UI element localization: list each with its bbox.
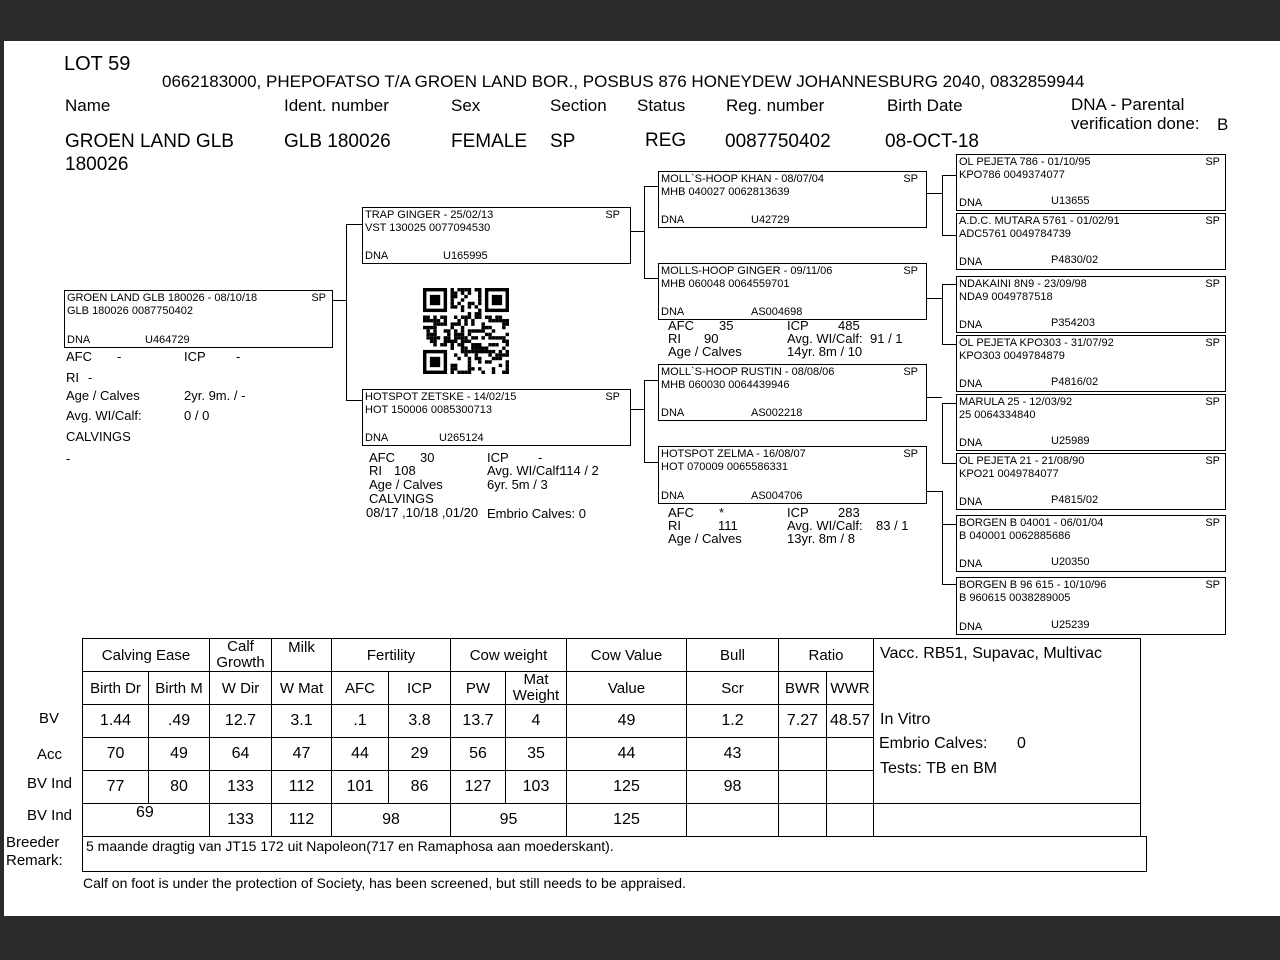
sire-section: SP bbox=[605, 209, 620, 221]
self-afc-value: - bbox=[117, 349, 122, 364]
self-calvings-value: - bbox=[66, 451, 71, 466]
ggp-name: BORGEN B 96 615 - 10/10/96 bbox=[959, 579, 1107, 591]
gp-dna-label: DNA bbox=[661, 490, 685, 502]
header-status: Status bbox=[637, 96, 686, 115]
gp-afc-label: AFC bbox=[668, 505, 694, 520]
table-cell: 86 bbox=[389, 771, 451, 804]
dam-ident: HOT 150006 0085300713 bbox=[365, 404, 493, 416]
gp-ri-label: RI bbox=[668, 518, 681, 533]
gp-age-value: 13yr. 8m / 8 bbox=[787, 531, 855, 546]
table-cell: 44 bbox=[332, 738, 389, 771]
sub-header: W Mat bbox=[272, 672, 332, 705]
ggp-name: OL PEJETA KPO303 - 31/07/92 bbox=[959, 337, 1114, 349]
header-name: Name bbox=[65, 96, 111, 115]
row-label-bv: BV bbox=[39, 710, 60, 727]
dam-calvings-label: CALVINGS bbox=[369, 491, 434, 506]
ggp-dna-label: DNA bbox=[959, 197, 983, 209]
table-cell: 80 bbox=[149, 771, 210, 804]
table-cell: 133 bbox=[210, 771, 272, 804]
gp-dna-label: DNA bbox=[661, 407, 685, 419]
sub-header: Birth Dr bbox=[83, 672, 149, 705]
sub-header: PW bbox=[451, 672, 506, 705]
ggp-dna-code: U25239 bbox=[1051, 619, 1090, 631]
table-cell bbox=[827, 738, 874, 771]
ggp-section: SP bbox=[1205, 156, 1220, 168]
table-cell: 13.7 bbox=[451, 705, 506, 738]
table-cell: 101 bbox=[332, 771, 389, 804]
self-ri-label: RI bbox=[66, 370, 79, 385]
gp-icp-value: 485 bbox=[838, 318, 860, 333]
table-cell: 47 bbox=[272, 738, 332, 771]
ggp-dna-code: P4815/02 bbox=[1051, 494, 1099, 506]
sub-header: ICP bbox=[389, 672, 451, 705]
ggp-dna-code: U13655 bbox=[1051, 195, 1090, 207]
ggp-dna-label: DNA bbox=[959, 256, 983, 268]
table-cell: 43 bbox=[687, 738, 779, 771]
dam-icp-label: ICP bbox=[487, 450, 509, 465]
table-cell bbox=[827, 804, 874, 837]
gp-section: SP bbox=[903, 366, 918, 378]
table-cell: 49 bbox=[567, 705, 687, 738]
breeder-remark-box bbox=[82, 836, 1147, 872]
breeding-values-table bbox=[82, 638, 1141, 837]
self-wi-label: Avg. WI/Calf: bbox=[66, 408, 142, 423]
pedigree-ggp-box bbox=[956, 577, 1226, 635]
group-header: Bull bbox=[687, 639, 779, 672]
gp-dna-label: DNA bbox=[661, 306, 685, 318]
pedigree-dam-box bbox=[362, 389, 631, 446]
animal-reg: 0087750402 bbox=[725, 131, 831, 152]
ggp-ident: KPO21 0049784077 bbox=[959, 468, 1059, 480]
table-cell: 29 bbox=[389, 738, 451, 771]
self-box-dna-label: DNA bbox=[67, 334, 91, 346]
gp-wi-value: 83 / 1 bbox=[876, 518, 909, 533]
sub-header: BWR bbox=[779, 672, 827, 705]
sub-header: Scr bbox=[687, 672, 779, 705]
embrio-calves-label: Embrio Calves: bbox=[879, 735, 988, 752]
table-cell: 1.2 bbox=[687, 705, 779, 738]
dam-wi-value: 114 / 2 bbox=[560, 463, 599, 478]
pedigree-grandparent-box bbox=[658, 263, 927, 320]
table-cell: 112 bbox=[272, 804, 332, 837]
breeder-remark-text: 5 maande dragtig van JT15 172 uit Napoleon(717 en Ramaphosa aan moederskant). bbox=[86, 838, 614, 854]
gp-dna-code: AS004706 bbox=[751, 490, 803, 502]
header-sex: Sex bbox=[451, 96, 481, 115]
ggp-section: SP bbox=[1205, 396, 1220, 408]
group-header: Calf Growth bbox=[210, 639, 272, 672]
gp-wi-label: Avg. WI/Calf: bbox=[787, 331, 863, 346]
dam-dna-code: U265124 bbox=[439, 432, 484, 444]
group-header-row bbox=[83, 639, 1141, 672]
gp-name: MOLL`S-HOOP RUSTIN - 08/08/06 bbox=[661, 366, 835, 378]
pedigree-self-box bbox=[64, 290, 333, 348]
self-box-section: SP bbox=[311, 292, 326, 304]
side-info-cell bbox=[874, 639, 1141, 804]
self-box-name: GROEN LAND GLB 180026 - 08/10/18 bbox=[67, 292, 258, 304]
ggp-section: SP bbox=[1205, 337, 1220, 349]
pedigree-ggp-box bbox=[956, 453, 1226, 510]
table-cell bbox=[827, 771, 874, 804]
table-cell: 133 bbox=[210, 804, 272, 837]
group-header: Calving Ease bbox=[83, 639, 210, 672]
self-age-value: 2yr. 9m. / - bbox=[184, 388, 246, 403]
gp-age-value: 14yr. 8m / 10 bbox=[787, 344, 863, 359]
gp-ident: HOT 070009 0065586331 bbox=[661, 461, 789, 473]
gp-dna-label: DNA bbox=[661, 214, 685, 226]
pedigree-grandparent-box bbox=[658, 364, 927, 421]
sire-name: TRAP GINGER - 25/02/13 bbox=[365, 209, 494, 221]
gp-ident: MHB 060030 0064439946 bbox=[661, 379, 790, 391]
sub-header: WWR bbox=[827, 672, 874, 705]
row-label-bv-ind: BV Ind bbox=[27, 775, 73, 792]
ggp-dna-label: DNA bbox=[959, 621, 983, 633]
self-ri-value: - bbox=[88, 370, 93, 385]
table-cell: 95 bbox=[451, 804, 567, 837]
self-age-label: Age / Calves bbox=[66, 388, 140, 403]
ggp-ident: 25 0064334840 bbox=[959, 409, 1036, 421]
sub-header: Mat Weight bbox=[506, 672, 567, 705]
dam-dna-label: DNA bbox=[365, 432, 389, 444]
self-icp-label: ICP bbox=[184, 349, 206, 364]
sire-ident: VST 130025 0077094530 bbox=[365, 222, 491, 234]
sub-header: Birth M bbox=[149, 672, 210, 705]
group-header: Ratio bbox=[779, 639, 874, 672]
gp-ident: MHB 040027 0062813639 bbox=[661, 186, 790, 198]
table-cell: 103 bbox=[506, 771, 567, 804]
dam-ri-value: 108 bbox=[394, 463, 416, 478]
ggp-dna-label: DNA bbox=[959, 437, 983, 449]
gp-dna-code: AS002218 bbox=[751, 407, 803, 419]
pedigree-grandparent-box bbox=[658, 446, 927, 504]
vaccination-text: Vacc. RB51, Supavac, Multivac bbox=[880, 645, 1103, 662]
header-dna-2: verification done: bbox=[1071, 114, 1200, 133]
remark-label-1: Breeder bbox=[6, 834, 60, 851]
dam-afc-label: AFC bbox=[369, 450, 395, 465]
ggp-ident: ADC5761 0049784739 bbox=[959, 228, 1071, 240]
ggp-name: OL PEJETA 786 - 01/10/95 bbox=[959, 156, 1091, 168]
ggp-dna-code: P354203 bbox=[1051, 317, 1096, 329]
table-cell: 77 bbox=[83, 771, 149, 804]
animal-sex: FEMALE bbox=[451, 131, 528, 152]
pedigree-grandparent-box bbox=[658, 171, 927, 228]
gp-afc-value: 35 bbox=[719, 318, 734, 333]
gp-section: SP bbox=[903, 448, 918, 460]
pedigree-ggp-box bbox=[956, 154, 1226, 211]
tests-text: Tests: TB en BM bbox=[880, 760, 998, 777]
table-cell: 127 bbox=[451, 771, 506, 804]
pedigree-ggp-box bbox=[956, 515, 1226, 572]
ggp-ident: NDA9 0049787518 bbox=[959, 291, 1053, 303]
table-cell bbox=[779, 738, 827, 771]
gp-section: SP bbox=[903, 173, 918, 185]
table-cell bbox=[874, 804, 1141, 837]
ggp-name: BORGEN B 04001 - 06/01/04 bbox=[959, 517, 1104, 529]
self-box-dna-code: U464729 bbox=[145, 334, 190, 346]
gp-section: SP bbox=[903, 265, 918, 277]
pedigree-ggp-box bbox=[956, 213, 1226, 270]
animal-section: SP bbox=[550, 131, 576, 152]
gp-dna-code: U42729 bbox=[751, 214, 790, 226]
gp-ri-label: RI bbox=[668, 331, 681, 346]
gp-age-label: Age / Calves bbox=[668, 344, 742, 359]
ggp-name: NDAKAINI 8N9 - 23/09/98 bbox=[959, 278, 1087, 290]
lot-number: LOT 59 bbox=[64, 53, 131, 75]
table-cell: 125 bbox=[567, 804, 687, 837]
animal-name-2: 180026 bbox=[65, 154, 129, 175]
ggp-section: SP bbox=[1205, 517, 1220, 529]
header-birth: Birth Date bbox=[887, 96, 963, 115]
table-cell: 35 bbox=[506, 738, 567, 771]
sub-header: Value bbox=[567, 672, 687, 705]
ggp-dna-code: U20350 bbox=[1051, 556, 1090, 568]
pedigree-sire-box bbox=[362, 207, 631, 264]
row-label-bv-ind-2: BV Ind bbox=[27, 807, 73, 824]
dam-name: HOTSPOT ZETSKE - 14/02/15 bbox=[365, 391, 517, 403]
table-cell: 112 bbox=[272, 771, 332, 804]
table-cell: 4 bbox=[506, 705, 567, 738]
ggp-section: SP bbox=[1205, 278, 1220, 290]
ggp-name: OL PEJETA 21 - 21/08/90 bbox=[959, 455, 1085, 467]
self-calvings-label: CALVINGS bbox=[66, 429, 131, 444]
table-cell: .1 bbox=[332, 705, 389, 738]
group-header: Cow weight bbox=[451, 639, 567, 672]
self-wi-value: 0 / 0 bbox=[184, 408, 210, 423]
table-cell: 70 bbox=[83, 738, 149, 771]
ggp-ident: B 960615 0038289005 bbox=[959, 592, 1071, 604]
self-afc-label: AFC bbox=[66, 349, 92, 364]
remark-label-2: Remark: bbox=[6, 852, 63, 869]
table-cell: 69 bbox=[83, 804, 210, 837]
dam-age-value: 6yr. 5m / 3 bbox=[487, 477, 548, 492]
ggp-dna-label: DNA bbox=[959, 378, 983, 390]
animal-ident: GLB 180026 bbox=[284, 131, 391, 152]
table-cell: .49 bbox=[149, 705, 210, 738]
table-cell: 1.44 bbox=[83, 705, 149, 738]
gp-wi-value: 91 / 1 bbox=[870, 331, 903, 346]
ggp-dna-code: U25989 bbox=[1051, 435, 1090, 447]
table-cell: 98 bbox=[332, 804, 451, 837]
bv-ind-combined-row bbox=[83, 804, 1141, 837]
table-cell: 56 bbox=[451, 738, 506, 771]
animal-birth: 08-OCT-18 bbox=[885, 131, 979, 152]
embrio-calves-value: 0 bbox=[1017, 735, 1026, 752]
ggp-section: SP bbox=[1205, 455, 1220, 467]
table-cell: 49 bbox=[149, 738, 210, 771]
dam-calvings-value: 08/17 ,10/18 ,01/20 bbox=[366, 505, 479, 520]
gp-ri-value: 90 bbox=[704, 331, 719, 346]
header-section: Section bbox=[550, 96, 607, 115]
gp-icp-label: ICP bbox=[787, 505, 809, 520]
sub-header: AFC bbox=[332, 672, 389, 705]
self-icp-value: - bbox=[236, 349, 241, 364]
row-label-acc: Acc bbox=[37, 746, 63, 763]
table-cell bbox=[687, 804, 779, 837]
gp-icp-label: ICP bbox=[787, 318, 809, 333]
gp-name: MOLLS-HOOP GINGER - 09/11/06 bbox=[661, 265, 833, 277]
sire-dna-code: U165995 bbox=[443, 250, 488, 262]
group-header: Fertility bbox=[332, 639, 451, 672]
ggp-section: SP bbox=[1205, 579, 1220, 591]
sire-dna-label: DNA bbox=[365, 250, 389, 262]
group-header: Cow Value bbox=[567, 639, 687, 672]
gp-wi-label: Avg. WI/Calf: bbox=[787, 518, 863, 533]
animal-name-1: GROEN LAND GLB bbox=[65, 131, 234, 152]
gp-afc-value: * bbox=[719, 505, 725, 520]
ggp-dna-code: P4830/02 bbox=[1051, 254, 1099, 266]
gp-afc-label: AFC bbox=[668, 318, 694, 333]
dam-section: SP bbox=[605, 391, 620, 403]
pedigree-ggp-box bbox=[956, 335, 1226, 392]
animal-status: REG bbox=[645, 130, 687, 151]
gp-ri-value: 111 bbox=[718, 518, 738, 533]
owner-line: 0662183000, PHEPOFATSO T/A GROEN LAND BOR., POSBUS 876 HONEYDEW JOHANNESBURG 2040, 0832859944 bbox=[162, 72, 1085, 91]
pedigree-ggp-box bbox=[956, 276, 1226, 333]
gp-dna-code: AS004698 bbox=[751, 306, 803, 318]
gp-icp-value: 283 bbox=[838, 505, 860, 520]
ggp-ident: KPO786 0049374077 bbox=[959, 169, 1065, 181]
group-header: Milk bbox=[272, 639, 332, 672]
in-vitro-text: In Vitro bbox=[880, 711, 931, 728]
gp-name: HOTSPOT ZELMA - 16/08/07 bbox=[661, 448, 806, 460]
header-dna-value: B bbox=[1217, 115, 1229, 134]
header-dna-1: DNA - Parental bbox=[1071, 95, 1185, 114]
header-ident: Ident. number bbox=[284, 96, 389, 115]
sub-header: W Dir bbox=[210, 672, 272, 705]
ggp-dna-label: DNA bbox=[959, 558, 983, 570]
ggp-name: A.D.C. MUTARA 5761 - 01/02/91 bbox=[959, 215, 1120, 227]
dam-wi-label: Avg. WI/Calf: bbox=[487, 463, 563, 478]
table-cell: 64 bbox=[210, 738, 272, 771]
dam-age-label: Age / Calves bbox=[369, 477, 443, 492]
table-cell: 44 bbox=[567, 738, 687, 771]
table-cell bbox=[779, 771, 827, 804]
ggp-name: MARULA 25 - 12/03/92 bbox=[959, 396, 1073, 408]
table-cell: 125 bbox=[567, 771, 687, 804]
table-cell: 48.57 bbox=[827, 705, 874, 738]
ggp-dna-code: P4816/02 bbox=[1051, 376, 1099, 388]
pedigree-ggp-box bbox=[956, 394, 1226, 451]
table-cell: 98 bbox=[687, 771, 779, 804]
ggp-ident: KPO303 0049784879 bbox=[959, 350, 1065, 362]
ggp-dna-label: DNA bbox=[959, 496, 983, 508]
header-reg: Reg. number bbox=[726, 96, 825, 115]
dam-afc-value: 30 bbox=[420, 450, 435, 465]
dam-ri-label: RI bbox=[369, 463, 382, 478]
table-cell: 3.1 bbox=[272, 705, 332, 738]
ggp-ident: B 040001 0062885686 bbox=[959, 530, 1071, 542]
table-cell: 12.7 bbox=[210, 705, 272, 738]
table-cell bbox=[779, 804, 827, 837]
table-cell: 3.8 bbox=[389, 705, 451, 738]
qr-code bbox=[423, 288, 509, 374]
gp-age-label: Age / Calves bbox=[668, 531, 742, 546]
gp-ident: MHB 060048 0064559701 bbox=[661, 278, 790, 290]
self-box-ident: GLB 180026 0087750402 bbox=[67, 305, 194, 317]
dam-embrio-calves: Embrio Calves: 0 bbox=[487, 506, 586, 521]
dam-icp-value: - bbox=[538, 450, 543, 465]
footer-note: Calf on foot is under the protection of Society, has been screened, but still needs to be appraised. bbox=[83, 875, 686, 891]
gp-name: MOLL`S-HOOP KHAN - 08/07/04 bbox=[661, 173, 825, 185]
ggp-section: SP bbox=[1205, 215, 1220, 227]
ggp-dna-label: DNA bbox=[959, 319, 983, 331]
table-cell: 7.27 bbox=[779, 705, 827, 738]
registration-document bbox=[4, 41, 1280, 916]
